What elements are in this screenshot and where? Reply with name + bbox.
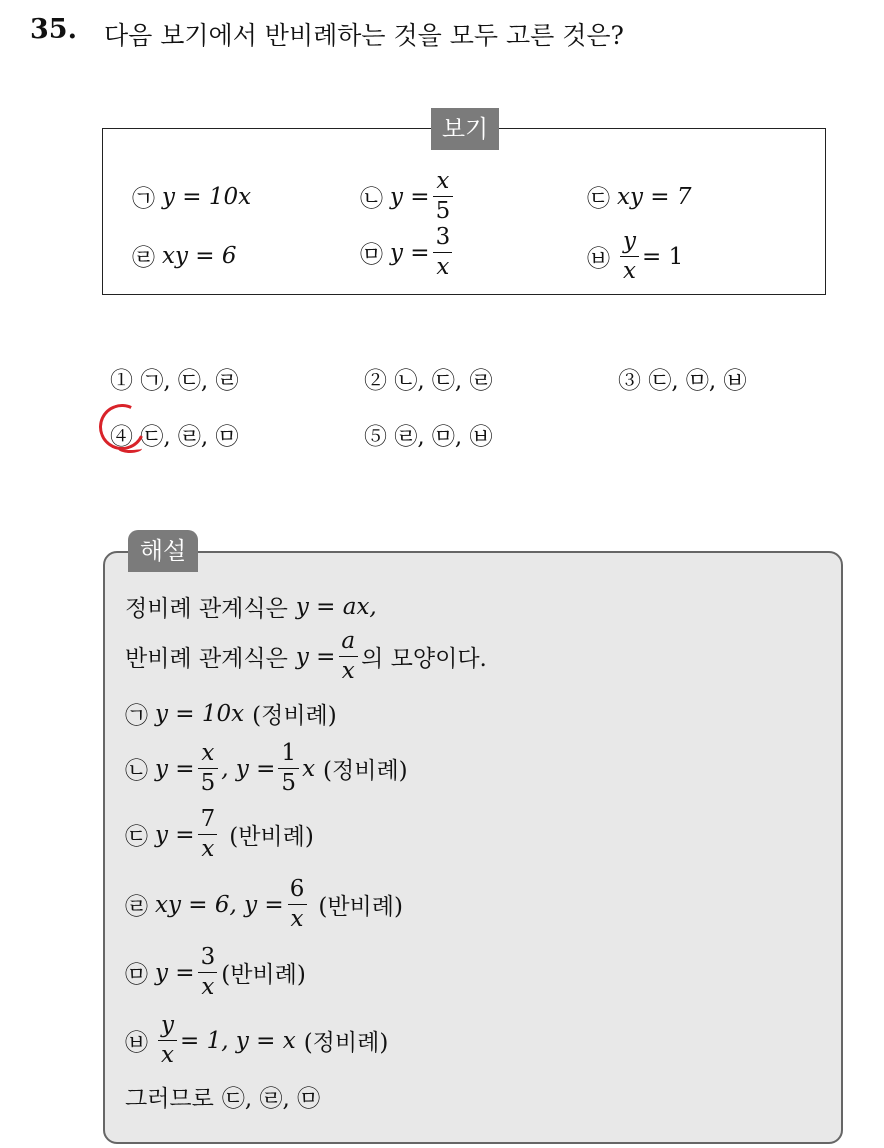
numerator: 3 (435, 224, 451, 250)
choice-3[interactable] (618, 362, 747, 395)
denominator: 5 (433, 196, 454, 223)
expression-lhs: y = (390, 183, 430, 210)
numerator: y (623, 228, 636, 254)
solution-line-1: 정비례 관계식은 y = ax, (125, 593, 377, 622)
expression-rhs: = 1 (642, 243, 684, 270)
choice-text: ㉣, ㉤, ㉥ (394, 424, 493, 450)
fraction: $\frac{y}{x}$ (158, 1014, 177, 1067)
choice-text: ㉠, ㉢, ㉣ (140, 368, 239, 394)
solution-title: 해설 (128, 530, 198, 572)
choice-text: ㉢, ㉤, ㉥ (648, 368, 747, 394)
fraction: $\frac{7}{x}$ (198, 808, 219, 861)
expression: xy = 7 (617, 183, 692, 210)
choice-5[interactable] (364, 418, 493, 451)
choice-number: ① (110, 368, 133, 394)
choice-1[interactable] (110, 362, 239, 395)
choice-text: ㉡, ㉢, ㉣ (394, 368, 493, 394)
choice-number: ④ (110, 424, 133, 450)
fraction: $\frac{3}{x}$ (198, 946, 219, 999)
expression: xy = 6 (162, 242, 237, 269)
fraction: $\frac{x}{5}$ (198, 742, 219, 795)
solution-line-d: ㉣ xy = 6, y = $\frac{6}{x}$ (반비례) (125, 876, 403, 932)
fraction (433, 170, 454, 223)
fraction: $\frac{6}{x}$ (287, 878, 308, 931)
denominator: x (433, 252, 452, 279)
choice-number: ② (364, 368, 387, 394)
marker: ㉤ (360, 242, 383, 268)
choice-number: ③ (618, 368, 641, 394)
solution-line-c: ㉢ y = $\frac{7}{x}$ (반비례) (125, 806, 314, 862)
bogi-item-d (132, 239, 237, 272)
solution-line-b: ㉡ y = $\frac{x}{5}$ , y = $\frac{1}{5}$ x (정비례) (125, 740, 408, 796)
bogi-item-f (587, 230, 683, 283)
expression: y = 10x (162, 183, 252, 210)
marker: ㉡ (360, 186, 383, 212)
fraction (433, 226, 454, 279)
bogi-item-a (132, 180, 251, 213)
answer-circle-tail (118, 444, 142, 453)
bogi-item-c (587, 180, 692, 213)
expression-lhs: y = (390, 239, 430, 266)
fraction (620, 230, 639, 283)
solution-line-a: ㉠ y = 10x (정비례) (125, 700, 337, 729)
marker: ㉠ (132, 186, 155, 212)
choice-2[interactable] (364, 362, 493, 395)
question-text: 다음 보기에서 반비례하는 것을 모두 고른 것은? (104, 21, 624, 50)
question-number: 35. (30, 14, 77, 45)
choice-number: ⑤ (364, 424, 387, 450)
fraction: $\frac{a}{x}$ (338, 630, 358, 683)
marker: ㉣ (132, 245, 155, 271)
bogi-title: 보기 (431, 108, 499, 150)
bogi-item-e (360, 226, 456, 279)
solution-line-2: 반비례 관계식은 y = $\frac{a}{x}$ 의 모양이다. (125, 628, 487, 684)
numerator: x (436, 168, 450, 194)
marker: ㉥ (587, 246, 610, 272)
solution-line-f: ㉥ $\frac{y}{x}$ = 1, y = x (정비례) (125, 1012, 389, 1068)
bogi-item-b (360, 170, 456, 223)
denominator: x (620, 256, 639, 283)
fraction: $\frac{1}{5}$ (278, 742, 299, 795)
choice-text: ㉢, ㉣, ㉤ (140, 424, 239, 450)
solution-line-e: ㉤ y = $\frac{3}{x}$ (반비례) (125, 944, 306, 1000)
solution-conclusion: 그러므로 ㉢, ㉣, ㉤ (125, 1086, 321, 1112)
marker: ㉢ (587, 186, 610, 212)
